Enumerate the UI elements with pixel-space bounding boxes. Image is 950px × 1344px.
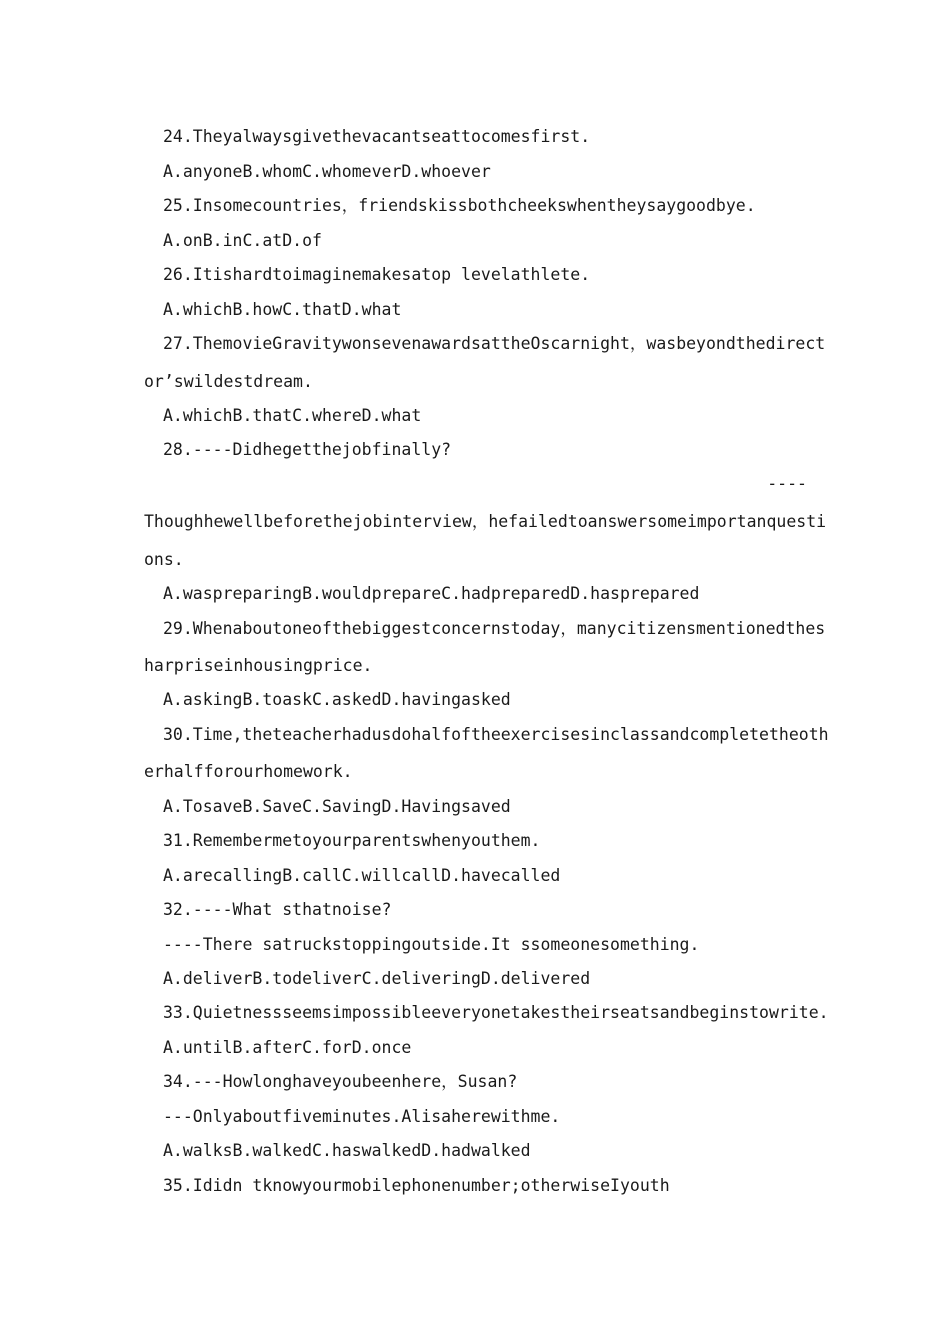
question-28: 28.----Didhegetthejobfinally? xyxy=(163,440,452,459)
question-31: 31.Remembermetoyourparentswhenyouthem. xyxy=(163,831,541,850)
question-34: 34.---Howlonghaveyoubeenhere，Susan? xyxy=(163,1072,518,1091)
question-34-reply: ---Onlyaboutfiveminutes.Alisaherewithme. xyxy=(163,1107,561,1126)
question-28-answer-cont: ons. xyxy=(144,550,184,569)
options-28: A.waspreparingB.wouldprepareC.hadpreparedD.hasprepared xyxy=(163,584,700,603)
question-29: 29.Whenaboutoneofthebiggestconcernstoday，manycitizensmentionedthes xyxy=(163,619,826,638)
options-30: A.TosaveB.SaveC.SavingD.Havingsaved xyxy=(163,797,511,816)
question-35: 35.Ididn tknowyourmobilephonenumber;otherwiseIyouth xyxy=(163,1176,670,1195)
question-27: 27.ThemovieGravitywonsevenawardsattheOscarnight，wasbeyondthedirect xyxy=(163,334,826,353)
question-32: 32.----What sthatnoise? xyxy=(163,900,392,919)
options-34: A.walksB.walkedC.haswalkedD.hadwalked xyxy=(163,1141,531,1160)
question-29-cont: harpriseinhousingprice. xyxy=(144,656,373,675)
question-33: 33.Quietnessseemsimpossibleeveryonetakestheirseatsandbeginstowrite. xyxy=(163,1003,829,1022)
question-32-reply: ----There satruckstoppingoutside.It ssomeonesomething. xyxy=(163,935,700,954)
options-31: A.arecallingB.callC.willcallD.havecalled xyxy=(163,866,561,885)
options-27: A.whichB.thatC.whereD.what xyxy=(163,406,422,425)
question-25: 25.Insomecountries，friendskissbothcheekswhentheysaygoodbye. xyxy=(163,196,756,215)
question-26: 26.Itishardtoimaginemakesatop levelathlete. xyxy=(163,265,591,284)
question-24: 24.Theyalwaysgivethevacantseattocomesfirst. xyxy=(163,127,591,146)
question-27-cont: or’swildestdream. xyxy=(144,372,313,391)
options-26: A.whichB.howC.thatD.what xyxy=(163,300,402,319)
options-24: A.anyoneB.whomC.whomeverD.whoever xyxy=(163,162,491,181)
options-32: A.deliverB.todeliverC.deliveringD.delivered xyxy=(163,969,591,988)
options-25: A.onB.inC.atD.of xyxy=(163,231,322,250)
options-33: A.untilB.afterC.forD.once xyxy=(163,1038,412,1057)
question-30: 30.Time,theteacherhadusdohalfoftheexercisesinclassandcompletetheoth xyxy=(163,725,829,744)
options-29: A.askingB.toaskC.askedD.havingasked xyxy=(163,690,511,709)
question-28-answer: Thoughhewellbeforethejobinterview，hefailedtoanswersomeimportanquesti xyxy=(144,512,827,531)
question-28-dashes: ---- xyxy=(767,474,807,493)
question-30-cont: erhalfforourhomework. xyxy=(144,762,353,781)
